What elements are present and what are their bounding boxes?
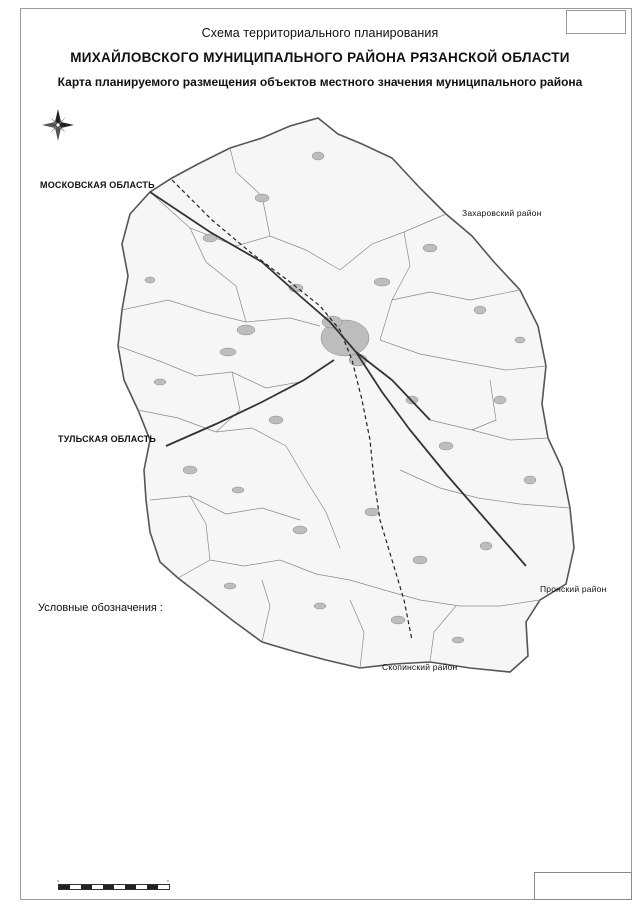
compass-rose-icon xyxy=(42,109,74,141)
scale-bar xyxy=(58,884,170,890)
legend-title: Условные обозначения : xyxy=(38,602,163,614)
region-label-moscow: МОСКОВСКАЯ ОБЛАСТЬ xyxy=(40,180,155,190)
region-label-skopinsky: Скопинский район xyxy=(382,662,458,672)
title-line-1: Схема территориального планирования xyxy=(201,26,439,40)
title-line-2: МИХАЙЛОВСКОГО МУНИЦИПАЛЬНОГО РАЙОНА РЯЗАНСКОЙ ОБЛАСТИ xyxy=(70,50,570,65)
title-block xyxy=(534,872,632,900)
title-line-3: Карта планируемого размещения объектов местного значения муниципального района xyxy=(57,75,583,89)
district-boundary xyxy=(118,118,574,672)
scale-bar-ticks xyxy=(58,880,168,882)
region-label-zakharovsky: Захаровский район xyxy=(462,208,542,218)
region-label-tula: ТУЛЬСКАЯ ОБЛАСТЬ xyxy=(58,434,157,444)
region-label-pronsky: Пронский район xyxy=(540,584,607,594)
